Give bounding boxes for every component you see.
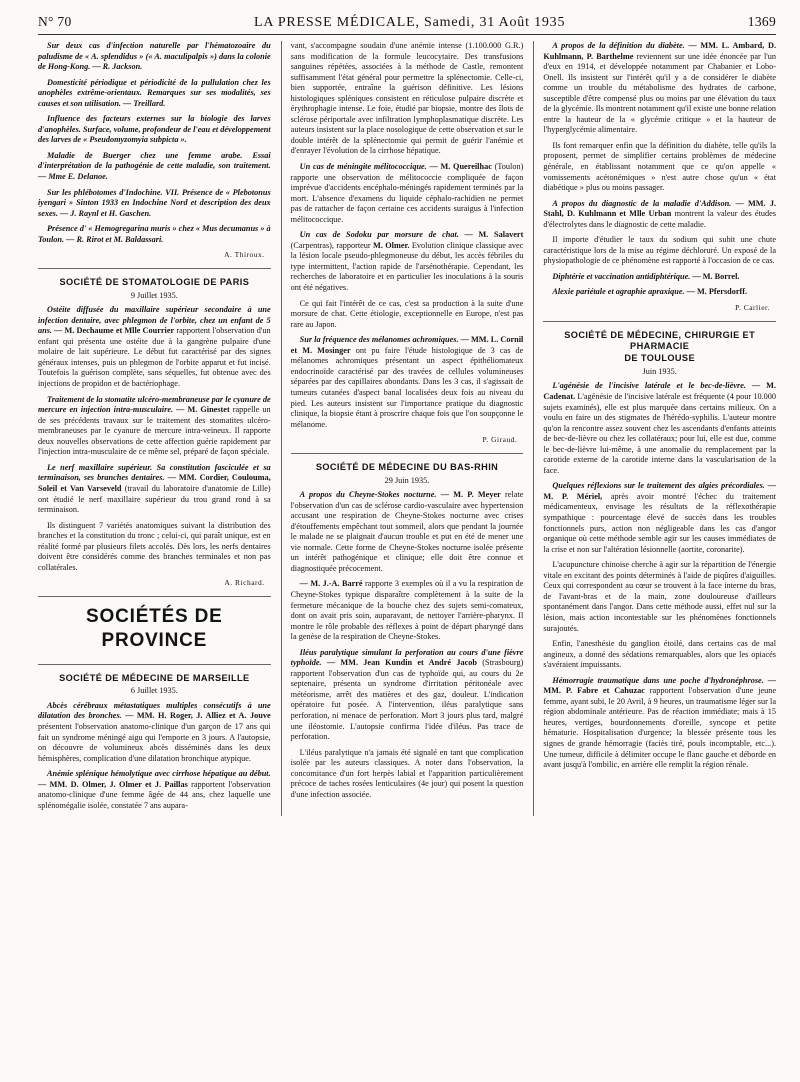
article-text: Evolution clinique classique avec la lésion locale pseudo-phlegmoneuse du début, les accès fébriles du type intermittent, l'action rapide de l'arsénothérapie. Cependant, les recherches de laboratoire et en particulier les inoculations à la souris ont été négatives.: [290, 240, 524, 293]
article-authors: — M. P. Mériel,: [543, 481, 777, 501]
article-title: Un cas de méningite mélitococcique.: [299, 162, 427, 172]
article-authors: — M. Borrel.: [690, 271, 740, 281]
item-title: Présence d' « Hemogregarina muris » chez « Mus decumanus » à Toulon. — R. Rirot et M. Baldassari.: [38, 224, 271, 244]
article-authors: — M. Quereilhac: [426, 162, 492, 172]
column-3: [533, 41, 776, 816]
article-title: Iléus paralytique simulant la perforation au cours d'une fièvre typhoïde.: [290, 647, 524, 668]
article-title: A propos du diagnostic de la maladie d'Addison.: [552, 198, 732, 208]
article: [543, 199, 776, 231]
section-divider: [291, 453, 524, 454]
article-authors: — MM. H. Roger, J. Alliez et A. Jouve: [121, 711, 271, 721]
article: [38, 701, 271, 764]
article-title: Sur la fréquence des mélanomes achromiques.: [299, 335, 459, 345]
article-authors: — M. Cadenat.: [543, 381, 776, 402]
article-text: reviennent sur une idée énoncée par l'un d'eux en 1914, et développée notamment par Chabanier et Lobo-Onell. Ils insistent sur l'intérêt qu'il y a de considérer le diabète comme un trouble du métabolisme des hydrates de carbone, susceptible d'être compensé plus ou moins par une élévation du taux de la glycémie. Ils montrent notamment qu'il existe une bonne relation entre la hauteur de la « glycémie critique » et la hauteur de l'hyperglycémie alimentaire.: [543, 51, 777, 135]
section-divider: [38, 596, 271, 597]
society-date: 29 Juin 1935.: [384, 475, 430, 485]
society-heading: SOCIÉTÉ DE MÉDECINE DE MARSEILLE: [59, 672, 250, 683]
article-title: Hémorragie traumatique dans une poche d'hydronéphrose.: [552, 675, 764, 685]
article-paragraph: Il importe d'étudier le taux du sodium qui subit une chute caractéristique lors de la mise au régime déchloruré. Un exposé de la physiopathologie de ce phénomène est rapporté à l'occasion de ce cas.: [543, 235, 777, 266]
article-authors: — MM. J. Stahl, D. Kuhlmann et Mlle Urban: [543, 198, 777, 219]
article-paragraph: Ils font remarquer enfin que la définition du diabète, telle qu'ils la proposent, permet de simplifier certains problèmes de médecine générale, en établissant notamment que ce qu'on appelle « vomissements acétonémiques » n'est autre chose qu'un « état diabétique » plus ou moins passager.: [543, 140, 777, 193]
article: [543, 287, 776, 298]
article-title: Un cas de Sodoku par morsure de chat.: [299, 230, 459, 240]
article-text: présentent l'observation anatomo-clinique d'un garçon de 17 ans qui fait un syndrome méningé aigu qui l'emporte en 3 jours. A l'autopsie, on découvre de volumineux abcès disséminés dans les deux hémisphères, complication d'une dilatation bronchique atypique.: [38, 721, 271, 763]
society-date: Juin 1935.: [642, 366, 677, 376]
article-title: Traitement de la stomatite ulcéro-membraneuse par le cyanure de mercure en injection intra-musculaire.: [38, 394, 271, 415]
article: [291, 579, 524, 642]
article-text: ont pu faire l'étude histologique de 3 cas de mélanomes achromiques présentant un aspect épithéliomateux endocrinoïde caractérisé par des travées de cellules volumineuses séparées par des capillaires abondants. Dans les 3 cas, il s'agissait de tumeurs cutanées d'aspect banal localisées deux fois au niveau du pied. Les auteurs insistent sur l'importance pratique du diagnostic clinique, la biopsie étant à proscrire chaque fois que l'on soupçonne le mélanome.: [290, 345, 524, 429]
article-title: A propos de la définition du diabète.: [552, 41, 685, 50]
article-text: (travail du laboratoire d'anatomie de Lille) ont étudié le nerf maxillaire supérieur du trou grand rond à sa terminaison.: [38, 483, 271, 515]
article-authors: — M. J.-A. Barré: [299, 579, 363, 589]
article-text: L'agénésie de l'incisive latérale est fréquente (4 pour 10.000 sujets examinés), elle est plus marquée dans certains milieux. On a voulu en faire un des stigmates de l'hérédo-syphilis. L'auteur montre qu'on la rencontre assez souvent chez les ascendants d'enfants atteints de bec-de-lièvre ou chez les collatéraux; pour lui, elle est due, comme le bec-de-lièvre lui-même, à une anomalie du remplacement par la carotide externe de la carotide interne dans la vascularisation de la face.: [543, 392, 777, 475]
article: [291, 648, 524, 743]
issue-number: N° 70: [38, 14, 72, 29]
article-authors: — MM. Cordier, Coulouma, Soleil et Van Varseveld: [38, 473, 271, 493]
society-heading-line2: DE TOULOUSE: [624, 353, 695, 364]
signature: A. Richard.: [224, 578, 265, 588]
article-authors: — M. Salavert: [458, 230, 524, 240]
article-paragraph: L'acupuncture chinoise cherche à agir sur la répartition de l'énergie vitale en excitant des points déterminés à l'aide de piqûres d'aiguilles. Ceux qui correspondent au cœur se trouvent à la face interne du bras, de l'avant-bras et de la main, zone douloureuse d'ailleurs spontanément dans l'angor. Dans cette méthode aussi, effet nul sur la lésion, mais action incontestable sur les phénomènes fonctionnels surajoutés.: [543, 560, 777, 633]
article: [291, 490, 524, 574]
society-heading: SOCIÉTÉ DE MÉDECINE, CHIRURGIE ET PHARMACIE: [564, 329, 756, 352]
article: [543, 381, 776, 476]
section-title: SOCIÉTÉS DE PROVINCE: [86, 605, 223, 652]
article-authors: — MM. L. Cornil et M. Mosinger: [290, 335, 524, 355]
article-authors: — M. Ginestet: [173, 405, 230, 415]
article-authors: — MM. P. Fabre et Cahuzac: [543, 675, 777, 696]
article: [291, 230, 524, 293]
column-1: [38, 41, 271, 816]
columns: [38, 41, 776, 816]
article: [543, 481, 776, 555]
article-authors: — MM. L. Ambard, D. Kuhlmann, P. Barthelme: [543, 41, 777, 61]
article-authors: — M. Pfersdorff.: [684, 287, 748, 297]
article: [291, 162, 524, 225]
article-title: Alexie pariétale et agraphie apraxique.: [552, 287, 685, 297]
article-text: (Carpentras), rapporteur: [290, 240, 374, 250]
article-text: (Toulon) rapporte une observation de mélitococcie compliquée de façon imprévue d'accidents encéphalo-méningés rapidement terminés par la mort. L'absence d'examens du liquide céphalo-rachidien ne permet pas de rattacher de façon certaine ces accidents suraigus à l'infection mélitococcique.: [290, 162, 524, 224]
article-continuation: vant, s'accompagne soudain d'une anémie intense (1.100.000 G.R.) sans modification de la formule leucocytaire. Des transfusions sanguines répétées, associées à la méthode de Castle, remontent suffisamment l'état général pour permettre la splénectomie. Celle-ci, bien supportée, entraîne la guérison définitive. Les lésions histologiques spléniques consistent en réticulose pulpaire discrète et érythrophagie intense. Le foie, étudié par biopsie, montre des îlots de sclérose périportale avec infiltration lymphoplasmatique discrète. Les auteurs insistent sur la place nosologique de cette observation et sur le double intérêt de la splénectomie qui permit de guérir l'anémie et d'enrayer l'évolution de la cirrhose hépatique.: [290, 41, 524, 156]
article-title: Le nerf maxillaire supérieur. Sa constitution fasciculée et sa terminaison, ses branches dentaires.: [38, 462, 271, 483]
item-title: Sur deux cas d'infection naturelle par l'hématozoaire du paludisme de « A. splendidus » (« A. maculipalpis ») dans la colonie de Hong-Kong. — R. Jackson.: [38, 41, 271, 72]
article: [543, 272, 776, 283]
article-text: rappelle un de ses précédents travaux sur le traitement des stomatites ulcéro-membraneuses par le cyanure de mercure intra-veineux. Il rapporte deux nouvelles observations de cette affection guérie rapidement par l'injection intra-musculaire de ce même sel, préparé de façon spéciale.: [38, 405, 271, 457]
article: [291, 335, 524, 430]
article-title: Anémie splénique hémolytique avec cirrhose hépatique au début.: [47, 769, 271, 779]
section-divider: [38, 268, 271, 269]
section-divider: [38, 664, 271, 665]
item-title: Maladie de Buerger chez une femme arabe. Essai d'interprétation de la pathogénie de cette maladie, son traitement. — Mme E. Delanoe.: [38, 150, 271, 182]
article-paragraph: L'iléus paralytique n'a jamais été signalé en tant que complication isolée par les auteurs classiques. A noter dans l'observation, la concomitance d'un fort herpès labial et l'apparition particulièrement précoce de taches rosées lenticulaires (4e jour) qui posent la question d'une infection associée.: [290, 747, 524, 799]
article-title: Quelques réflexions sur le traitement des algies précordiales.: [552, 481, 765, 491]
item-title: Influence des facteurs externes sur la biologie des larves d'anophèles. Surface, volume, profondeur de l'eau et développement des larves de « Pseudomyzomyia subpicta ».: [38, 114, 271, 145]
article-text: montrent la valeur des études d'électrolytes dans le diagnostic de cette maladie.: [543, 209, 777, 229]
section-divider: [543, 321, 776, 322]
journal-title: LA PRESSE MÉDICALE, Samedi, 31 Août 1935: [254, 15, 566, 30]
article-text: relate l'observation d'un cas de sclérose cardio-vasculaire avec hypertension accusant une respiration de Cheyne-Stokes nocturne avec crises d'étouffements empêchant tout sommeil, alors que pendant la journée le malade ne se plaignait d'aucun trouble et put en été de mener une vie normale. Cette forme de Cheyne-Stokes nocturne isolée présente un intérêt pathogénique et clinique; elle doit être connue et diagnostiquée précocement.: [290, 490, 524, 573]
item-title: Domesticité périodique et périodicité de la pullulation chez les anophèles extrême-orientaux. Remarques sur ses modalités, ses causes et son utilisation. — Treillard.: [38, 77, 271, 108]
article-text: (Strasbourg) rapportent l'observation d'un cas de typhoïde qui, au cours du 2e septenaire, présenta un syndrome d'irritation péritonéale avec météorisme, arrêt des matières et des gaz, douleur. L'indication opératoire fut posée. A l'intervention, iléus paralytique sans perforation, ni menace de perforation. Mort 3 jours plus tard, malgré une iléostomie. L'autopsie confirma l'idée d'iléus. Pas trace de perforation.: [290, 658, 524, 742]
page-number: 1369: [747, 14, 776, 29]
article-paragraph: Ce qui fait l'intérêt de ce cas, c'est sa production à la suite d'une morsure de chat. Cette étiologie, exceptionnelle en Europe, n'est pas rare au Japon.: [290, 298, 524, 329]
column-2: [281, 41, 524, 816]
article: [38, 305, 271, 389]
article-title: Diphtérie et vaccination antidiphtérique.: [552, 271, 691, 281]
signature: P. Carlier.: [735, 303, 771, 313]
article-authors: — MM. D. Olmer, J. Olmer et J. Paillas: [38, 779, 188, 789]
article-text: rapportent l'observation anatomo-clinique d'une femme âgée de 44 ans, chez laquelle une splénomégalie isolée, constatée 7 ans aupara-: [38, 779, 271, 810]
article-text: rapportent l'observation d'une jeune femme, ayant subi, le 20 Avril, à 9 heures, un traumatisme léger sur la région abdominale antérieure. Pas de réaction immédiate; mais à 15 heures, vertiges, bourdonnements d'oreille, syncope et petite hématurie. Hospitalisation d'urgence; la blessée présente tous les signes de grande hémorragie (faciès tiré, pouls incomptable, etc...). Une tumeur, difficile à délimiter occupe le flanc gauche et déborde en avant jusqu'à l'ombilic, en arrière elle remplit la région rénale.: [543, 686, 777, 770]
signature: A. Thiroux.: [224, 250, 265, 260]
article-title: L'agénésie de l'incisive latérale et le bec-de-lièvre.: [552, 381, 746, 391]
article-authors: — M. P. Meyer: [436, 490, 501, 500]
article-text: rapporte 3 exemples où il a vu la respiration de Cheyne-Stokes typique disparaître complètement à la suite de la fermeture mécanique de la bouche chez des sujets semi-comateux, dont on avait pris soin, auparavant, de nettoyer l'arrière-pharynx. Il montre le rôle probable des réflexes à point de départ pharyngé dans la genèse de la respiration de Cheyne-Stokes.: [290, 579, 524, 642]
article-authors: — M. Dechaume et Mlle Courrier: [52, 326, 175, 336]
article: [543, 41, 776, 136]
article-text: rapportent l'observation d'un enfant qui présenta une ostéite due à la gangrène pulpaire d'une molaire de lait supérieure. Le début fut caractérisé par des signes généraux intenses, puis un phlegmon de l'orbite apparut et fut incisé. Toutefois la guérison complète, sans séquelles, fut obtenue avec des injections de propidon et de bactériophage.: [38, 326, 271, 389]
article: [38, 395, 271, 458]
society-date: 6 Juillet 1935.: [130, 686, 178, 696]
article-title: Abcès cérébraux métastatiques multiples consécutifs à une dilatation des bronches.: [38, 700, 271, 721]
article-title: A propos du Cheyne-Stokes nocturne.: [299, 490, 437, 500]
article: [38, 463, 271, 516]
society-date: 9 Juillet 1935.: [130, 290, 178, 300]
article-authors: — MM. Jean Kundin et André Jacob: [321, 658, 477, 668]
item-title: Sur les phlébotomes d'Indochine. VII. Présence de « Plebotonus iyengari » Sinton 1933 en Indochine Nord et description des deux sexes. — J. Raynl et H. Gaschen.: [38, 187, 271, 218]
article-paragraph: Enfin, l'anesthésie du ganglion étoilé, dans certains cas de mal angineux, a donné des sédations remarquables, alors que les opiacés s'avéraient impuissants.: [543, 639, 777, 670]
page-header: [38, 14, 776, 35]
article-text: après avoir montré l'échec du traitement médicamenteux, envisage les résultats de la réflexothérapie sympathique : pourcentage élevé de succès dans les troubles fonctionnels purs, action non négligeable dans les cas d'angor organique où cette méthode semble agir sur les causes immédiates de la crise et non sur l'altération lésionnelle (aortite, coronarite).: [543, 491, 777, 554]
article-title: Ostéite diffusée du maxillaire supérieur secondaire à une infection dentaire, avec phlegmon de l'orbite, chez un enfant de 5 ans.: [38, 305, 271, 336]
society-heading: SOCIÉTÉ DE STOMATOLOGIE DE PARIS: [59, 276, 250, 287]
article-authors: M. Olmer.: [373, 240, 410, 250]
article: [38, 769, 271, 811]
article: [543, 676, 776, 771]
signature: P. Giraud.: [482, 435, 518, 445]
article-paragraph: Ils distinguent 7 variétés anatomiques suivant la distribution des branches et la constitution du tronc ; celui-ci, qui paraît unique, est en réalité formé par plusieurs filets accolés. Dès lors, les nerfs dentaires doivent être considérés comme des branches terminales et non pas collatérales.: [38, 520, 271, 572]
society-heading: SOCIÉTÉ DE MÉDECINE DU BAS-RHIN: [315, 461, 499, 472]
